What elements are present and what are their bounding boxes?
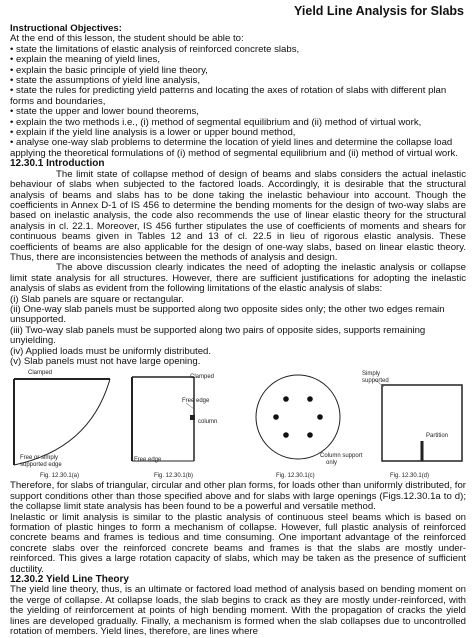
figure-c-caption: Fig. 12.30.1(c) — [276, 473, 315, 480]
limitation-item: (iv) Applied loads must be uniformly distributed. — [10, 345, 212, 357]
column-label: column — [198, 419, 218, 426]
partition-label: Partition — [426, 433, 449, 440]
objective-item: • explain the basic principle of yield line theory, — [10, 64, 208, 76]
column-marker-icon — [190, 415, 195, 420]
figures-row — [10, 369, 466, 481]
after-figures-paragraph-2: Inelastic or limit analysis is similar to the plastic analysis of continuous steel beams which is based on formation of plastic hinges to form a mechanism of collapse. However, full plastic analysis of reinforced concrete beams and frames is tedious and time consuming. One important advantage of the reinforced concrete slabs over the reinforced concrete beams and frames is that the slabs are mostly under-reinforced. This gives a large rotation capacity of slabs, which may be taken as the presence of sufficient ductility. — [10, 511, 466, 575]
document-body — [10, 24, 466, 638]
objective-item: • state the rules for predicting yield patterns and locating the axes of rotation of slabs with different plan forms and boundaries, — [10, 85, 447, 107]
figure-d-caption: Fig. 12.30.1(d) — [390, 473, 430, 480]
figure-a-caption: Fig. 12.30.1(a) — [40, 473, 80, 480]
objective-item: • state the upper and lower bound theorems, — [10, 106, 199, 118]
figure-b-caption: Fig. 12.30.1(b) — [154, 473, 194, 480]
yield-line-paragraph: The yield line theory, thus, is an ultimate or factored load method of analysis based on bending moment on the verge of collapse. At collapse loads, the slab begins to crack as they are mostly under-reinforced, with the yielding of reinforcement at points of high bending moment. With the propagation of cracks the yield lines are developed gradually. Finally, a mechanism is formed when the slab collapses due to uncontrolled rotation of members. Yield lines, therefore, are lines where — [10, 584, 466, 638]
limitation-item: (v) Slab panels must not have large opening. — [10, 356, 201, 367]
clamped-label: Clamped — [190, 374, 215, 381]
section-heading-yield-line-theory: 12.30.2 Yield Line Theory — [10, 574, 129, 586]
figure-a — [10, 369, 120, 481]
free-edge-label: Free edge — [182, 398, 210, 405]
free-edge-bottom-label: Free edge — [134, 457, 162, 464]
supported-label: supported — [362, 378, 389, 385]
limitation-item: (ii) One-way slab panels must be supported along two opposite sides only; the other two edges remain unsupported. — [10, 303, 445, 326]
simply-label: Simply — [362, 371, 381, 378]
figure-d — [360, 369, 466, 481]
objective-item: • explain the meaning of yield lines, — [10, 54, 161, 66]
section-heading-introduction: 12.30.1 Introduction — [10, 158, 105, 170]
limitation-item: (i) Slab panels are square or rectangular. — [10, 293, 184, 305]
intro-paragraph-1: The limit state of collapse method of design of beams and slabs considers the actual inelastic behaviour of slabs when subjected to the factored loads. Accordingly, it is desirable that the structural analysis of beams and slabs has to be done taking the inelastic behaviour into account. Though the coefficients in Annex D-1 of IS 456 to determine the bending moments for the design of two-way slabs are based on inelastic analysis, the code also recommends the use of linear elastic theory for the structural analysis in cl. 22.1. Moreover, IS 456 further stipulates the use of coefficients of moments and shears for continuous beams given in Tables 12 and 13 of cl. 22.5 in lieu of rigorous elastic analysis. These coefficients of beams are also applicable for the design of one-way slabs, based on linear elastic theory. Thus, there are inconsistencies between the methods of analysis and design. — [10, 168, 466, 263]
objectives-heading: Instructional Objectives: — [10, 23, 122, 34]
supported-edge-label: supported edge — [20, 462, 62, 469]
objectives-intro: At the end of this lesson, the student should be able to: — [10, 33, 244, 45]
figure-c — [246, 369, 363, 481]
objective-item: • state the assumptions of yield line analysis, — [10, 75, 201, 87]
after-figures-paragraph-1: Therefore, for slabs of triangular, circular and other plan forms, for loads other than uniformly distributed, for support conditions other than those specified above and for slabs with large openings (Figs.12.30.1a to d); the collapse limit state analysis has been found to be a powerful and versatile method. — [10, 480, 466, 513]
free-edge-label: Free or simply — [20, 455, 59, 462]
intro-paragraph-2: The above discussion clearly indicates the need of adopting the inelastic analysis or collapse limit state analysis for all structures. However, there are sufficient justifications for adopting the inelastic analysis of slabs as evident from the following limitations of the elastic analysis of slabs: — [10, 262, 466, 295]
clamped-label: Clamped — [28, 370, 53, 377]
column-support-only-label: only — [326, 460, 338, 467]
objective-item: • analyse one-way slab problems to determine the location of yield lines and determine the collapse load applying the theoretical formulations of (i) method of segmental equilibrium and (ii) method of virtual work. — [10, 137, 458, 159]
figure-b — [122, 369, 232, 481]
column-support-label: Column support — [320, 453, 363, 460]
page-header-title: Yield Line Analysis for Slabs — [294, 4, 464, 18]
objective-item: • explain if the yield line analysis is a lower or upper bound method, — [10, 127, 296, 139]
objective-item: • explain the two methods i.e., (i) method of segmental equilibrium and (ii) method of virtual work, — [10, 116, 422, 128]
objective-item: • state the limitations of elastic analysis of reinforced concrete slabs, — [10, 43, 300, 55]
limitation-item: (iii) Two-way slab panels must be supported along two pairs of opposite sides, supports remaining unyielding. — [10, 324, 426, 347]
